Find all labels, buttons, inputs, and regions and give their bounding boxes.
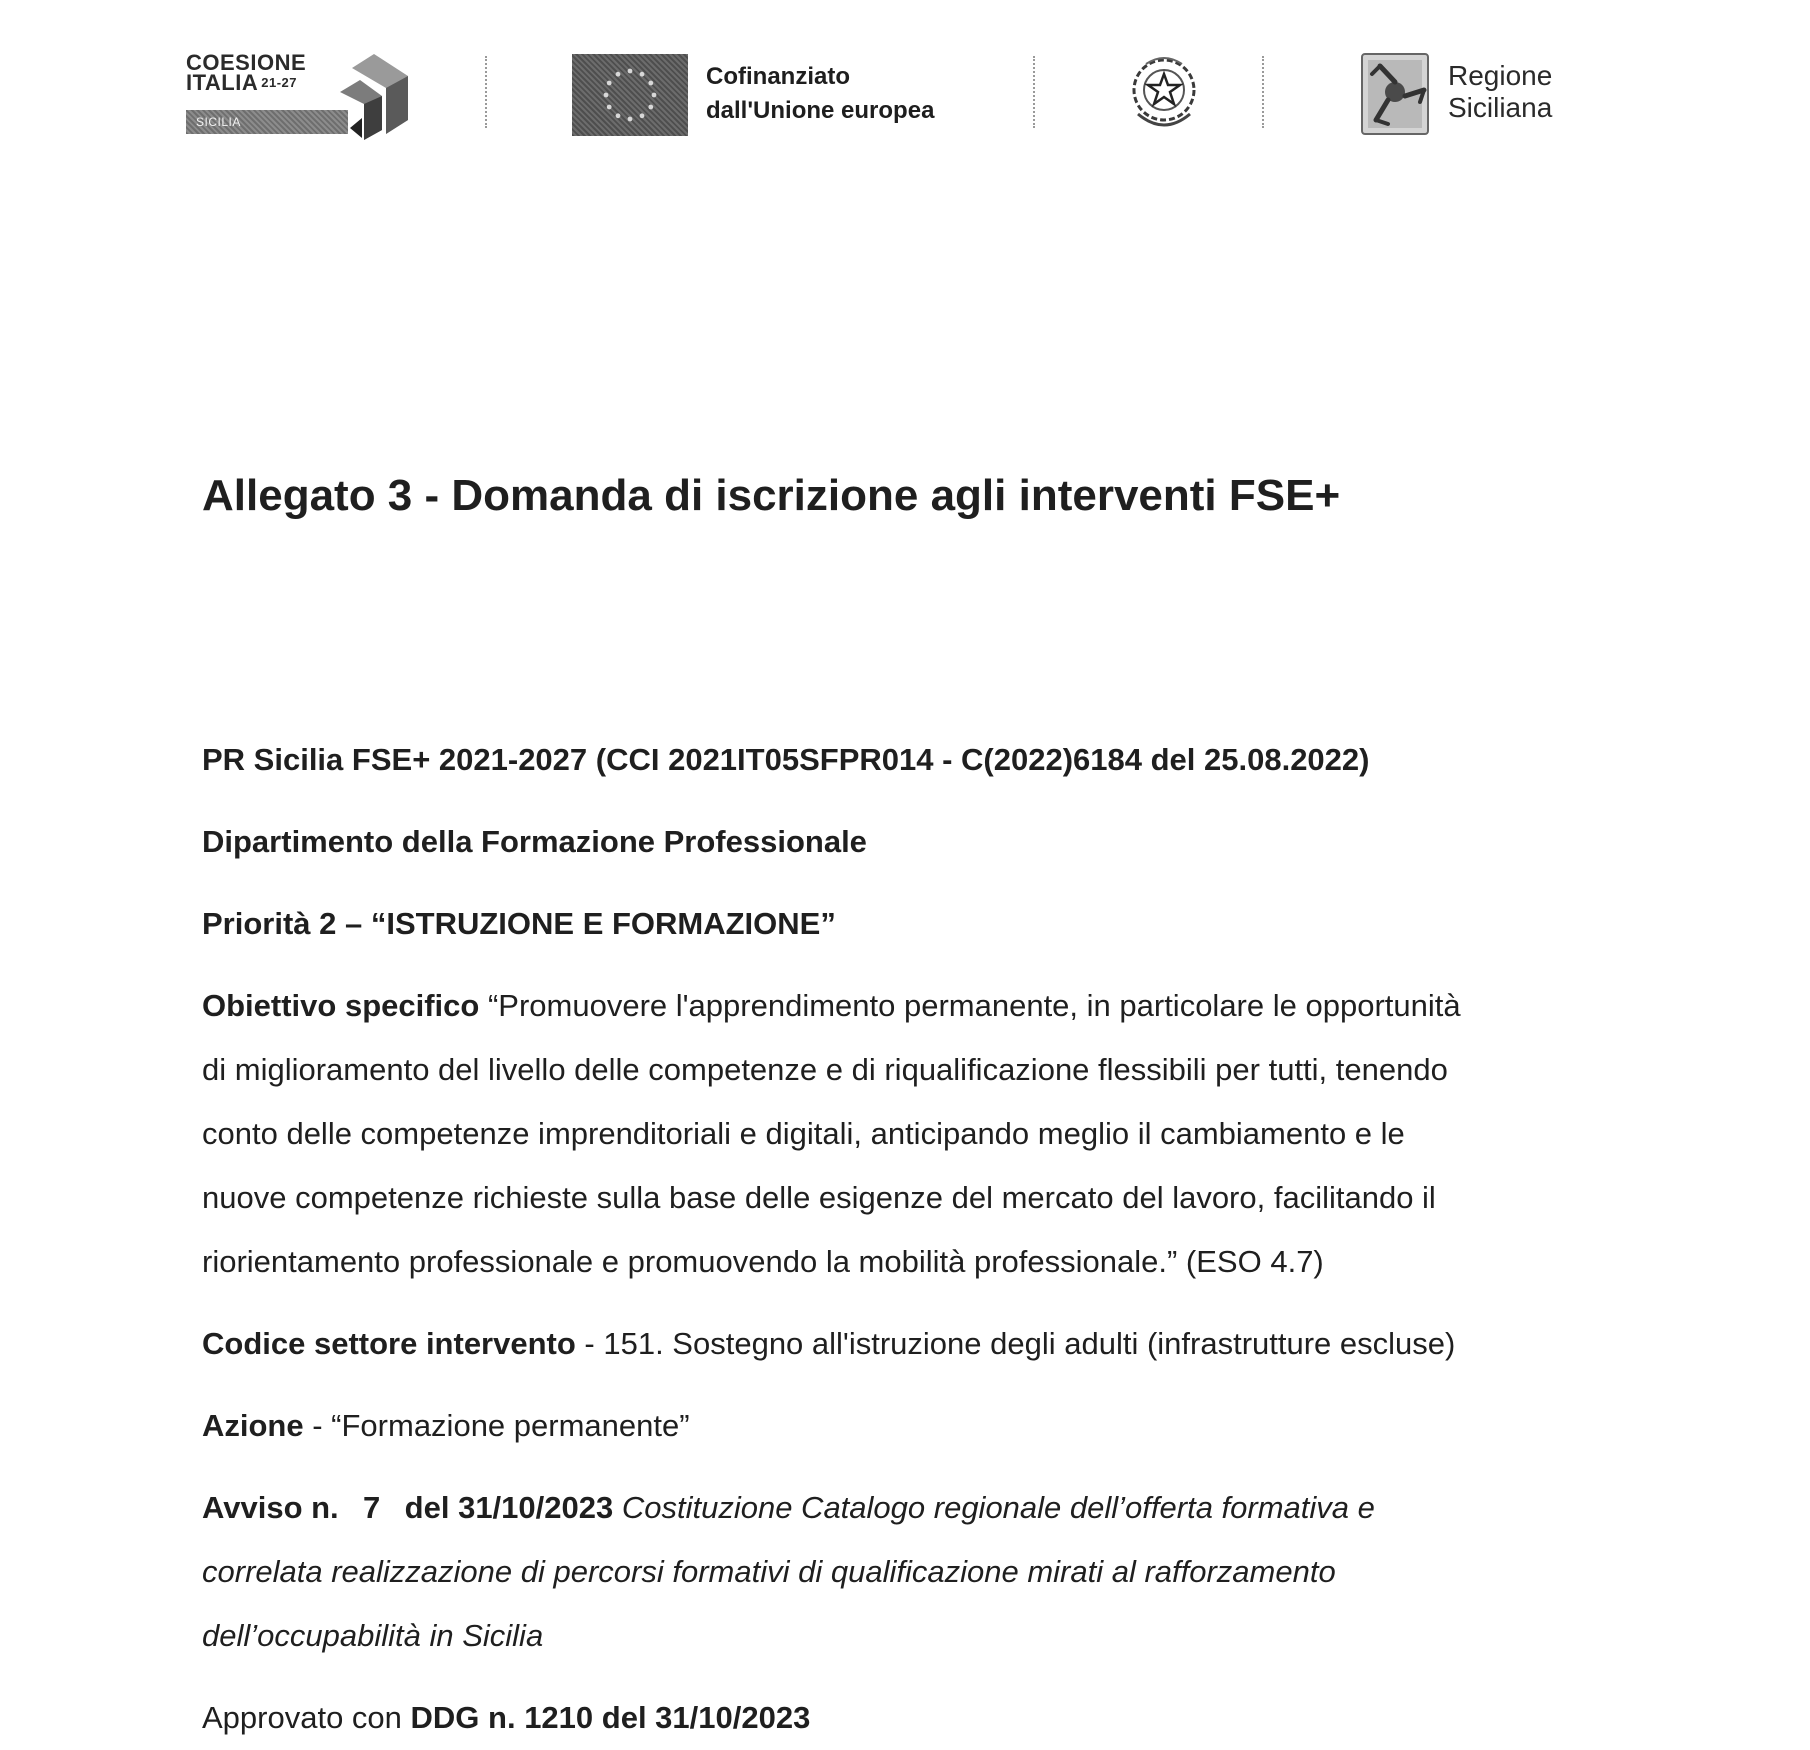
approval [202,1686,1722,1750]
coesione-logo-line2 [186,72,297,94]
coesione-logo-country: ITALIA [186,70,259,95]
logo-divider [1262,56,1264,128]
objective-text-line: “Promuovere l'apprendimento permanente, in particolare le opportunità [479,988,1461,1023]
objective-text-line: riorientamento professionale e promuovendo la mobilità professionale.” (ESO 4.7) [202,1244,1324,1279]
regione-siciliana-label [1448,60,1552,124]
department-name: Dipartimento della Formazione Professionale [202,824,867,859]
notice-date: del 31/10/2023 [404,1490,614,1525]
programme-reference: PR Sicilia FSE+ 2021-2027 (CCI 2021IT05SFPR014 - C(2022)6184 del 25.08.2022) [202,742,1370,777]
italian-republic-emblem-icon [1124,50,1204,136]
notice-description-line: correlata realizzazione di percorsi formativi di qualificazione mirati al rafforzamento [202,1554,1336,1589]
action-text: - “Formazione permanente” [303,1408,690,1443]
sector-code [202,1312,1722,1376]
sector-code-text: - 151. Sostegno all'istruzione degli adulti (infrastrutture escluse) [575,1326,1456,1361]
notice-label: Avviso n. [202,1490,339,1525]
eu-label-line2: dall'Unione europea [706,97,935,124]
coesione-sicilia-label: SICILIA [196,115,241,129]
eu-cofinanced-label [706,60,934,128]
regione-label-line2: Siciliana [1448,92,1553,123]
eu-flag-icon [572,54,688,136]
action [202,1394,1722,1458]
notice [202,1476,1722,1668]
objective-text-line: conto delle competenze imprenditoriali e digitali, anticipando meglio il cambiamento e le [202,1116,1405,1151]
objective-text-line: di miglioramento del livello delle competenze e di riqualificazione flessibili per tutti, tenendo [202,1052,1448,1087]
document-title: Allegato 3 - Domanda di iscrizione agli interventi FSE+ [202,471,1341,520]
sector-code-label: Codice settore intervento [202,1326,576,1361]
coesione-arrow-icon [324,48,414,140]
notice-number: 7 [363,1490,381,1525]
notice-description-line: dell’occupabilità in Sicilia [202,1618,544,1653]
eu-label-line1: Cofinanziato [706,63,850,90]
specific-objective [202,974,1722,1294]
notice-description-line: Costituzione Catalogo regionale dell’offerta formativa e [613,1490,1375,1525]
approval-decree: DDG n. 1210 del 31/10/2023 [410,1700,811,1735]
regione-siciliana-crest-icon [1358,50,1432,138]
priority-heading: Priorità 2 – “ISTRUZIONE E FORMAZIONE” [202,906,836,941]
regione-label-line1: Regione [1448,60,1553,91]
header-logo-bar [0,44,1810,144]
coesione-logo-line1: COESIONE [186,50,307,75]
document-body [202,728,1722,1750]
coesione-italia-logo [186,48,416,140]
objective-text-line: nuove competenze richieste sulla base delle esigenze del mercato del lavoro, facilitando il [202,1180,1436,1215]
logo-divider [485,56,487,128]
objective-label: Obiettivo specifico [202,988,480,1023]
logo-divider [1033,56,1035,128]
action-label: Azione [202,1408,304,1443]
approval-prefix: Approvato con [202,1700,411,1735]
coesione-logo-years: 21-27 [261,75,297,90]
